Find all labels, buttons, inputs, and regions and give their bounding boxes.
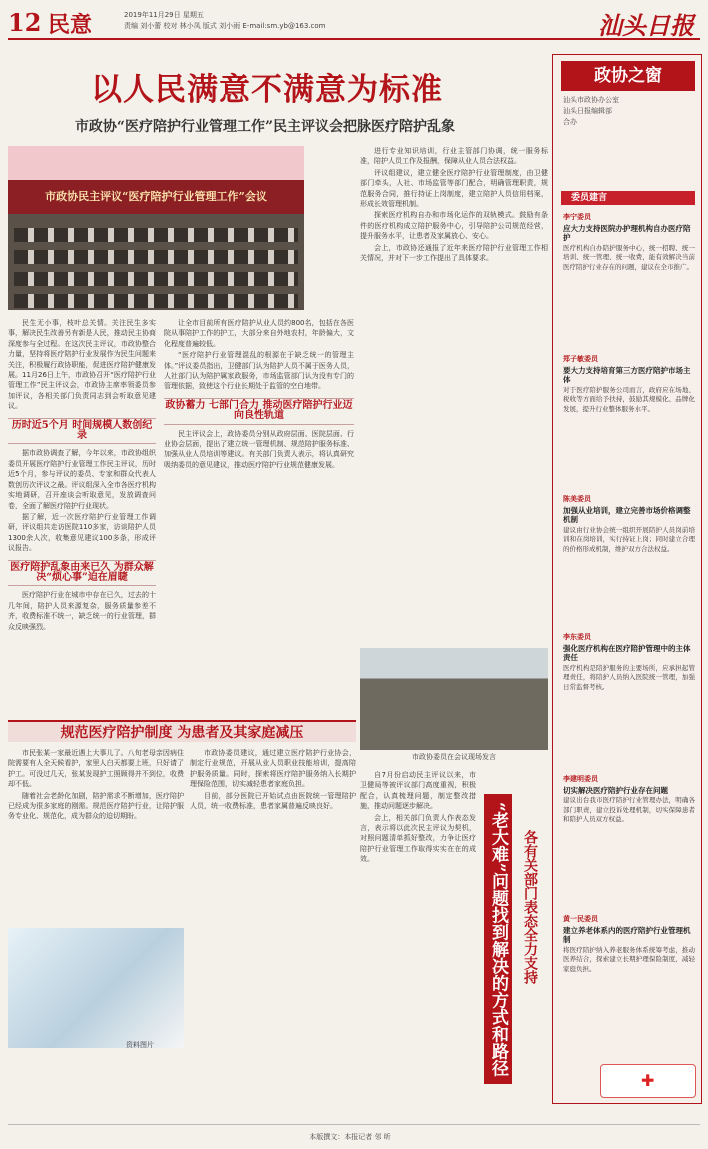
sidebar-organizers: [563, 95, 693, 128]
meeting-banner: 市政协民主评议“医疗陪护行业管理工作”会议: [45, 190, 267, 203]
article-column-3: [360, 146, 548, 264]
paragraph: 探索医疗机构自办和市场化运作的双轨模式。鼓励有条件的医疗机构成立陪护服务中心，引导陪护公司规范经营，提升服务水平，让患者及家属放心、安心。: [360, 211, 548, 241]
vertical-subtitle: 各有关部门表态全力支持: [522, 830, 538, 984]
organizer-2: 汕头日报编辑部: [563, 107, 612, 115]
sidebar-item: [563, 633, 695, 693]
proposal-body: 医疗机构自办陪护服务中心，统一招聘、统一培训、统一管理、统一收费，能有效解决当前医疗陪护行业存在的问题，建议在全市推广。: [563, 243, 695, 271]
newspaper-logo: 汕头日报: [598, 11, 694, 40]
paragraph: 医疗陪护行业在城市中存在已久，过去的十几年间，陪护人员来源复杂，服务质量参差不齐，收费标准不统一，缺乏统一的行业管理，群众反映强烈。: [8, 591, 156, 631]
sidebar-item: [563, 213, 695, 273]
lower-column-1: [8, 748, 184, 823]
proposal-title: 切实解决医疗陪护行业存在问题: [563, 785, 668, 795]
speaker-photo-caption: 市政协委员在会议现场发言: [412, 753, 496, 761]
paragraph: 会上，相关部门负责人作表态发言，表示将以此次民主评议为契机，对照问题清单抓好整改，力争让医疗陪护行业管理工作取得实实在在的成效。: [360, 813, 476, 864]
proposal-body: 建议由行业协会统一组织开展陪护人员岗前培训和在岗培训，实行持证上岗；同时建立合理的价格形成机制，维护双方合法权益。: [563, 525, 695, 553]
organizer-1: 汕头市政协办公室: [563, 96, 619, 104]
proposal-title: 应大力支持医院办护理机构自办医疗陪护: [563, 223, 691, 243]
article-column-4: [360, 770, 476, 866]
caregiver-photo-caption: 资料图片: [126, 1041, 154, 1049]
organizer-3: 合办: [563, 118, 577, 126]
proposal-body: 对于医疗陪护服务公司而言，政府应在场地、税收等方面给予扶持，鼓励其规模化、品牌化发展，提升行业整体服务水平。: [563, 385, 695, 413]
page-number: 12: [8, 8, 42, 37]
seat-row: [14, 228, 298, 242]
sidebar-item: [563, 775, 695, 825]
seat-row: [14, 250, 298, 264]
member-name: 郑子敏委员: [563, 355, 598, 363]
subhead-chaos: 医疗陪护乱象由来已久 为群众解决“烦心事”迫在眉睫: [8, 560, 156, 587]
sidebar-item: [563, 495, 695, 555]
lead-paragraph: 民生无小事，枝叶总关情。关注民生多实事，解决民生改善另有新是人民，推动民主协商深度参与全过程。在这次民主评议，市政协整合力量，坚持将医疗陪护行业发展作为民生问题来关注，积极履行政协职能，促进医疗陪护健康发展。11月26日上午，市政协召开“医疗陪护行业管理工作”民主评议会，市政协主席率领委员参加评议，各相关部门负责同志到会听取意见建议。: [8, 319, 156, 411]
ambulance-illustration: [600, 1064, 696, 1098]
paragraph: 进行专业知识培训，行业主管部门协调，统一服务标准，陪护人员工作及报酬，保障从业人员合法权益。: [360, 147, 548, 166]
caregiver-photo: [8, 928, 184, 1048]
article-column-1: [8, 318, 156, 633]
member-name: 黄一民委员: [563, 915, 598, 923]
paragraph: 市政协委员建议，通过建立医疗陪护行业协会，制定行业规范，开展从业人员职业技能培训，提高陪护服务质量。同时，探索将医疗陪护服务纳入长期护理保险范围，切实减轻患者家庭负担。: [190, 749, 356, 789]
paragraph: 市民张某一家最近遇上大事儿了。八旬老母亲因病住院需要有人全天候看护，家里人白天都要上班，只好请了护工。可没过几天，张某发现护工照顾得并不到位，收费却不低。: [8, 749, 184, 789]
article-column-2: [164, 318, 354, 471]
lower-column-2: [190, 748, 356, 812]
paragraph: 据市政协调查了解，今年以来，市政协组织委员开展医疗陪护行业管理工作民主评议，历时近5个月，参与评议的委员、专家和群众代表人数创历次评议之最。评议组深入全市各医疗机构实地调研，召开座谈会听取意见，发放调查问卷，全面了解医疗陪护行业现状。: [8, 449, 156, 510]
meeting-photo: [8, 146, 304, 310]
header-meta: [124, 10, 326, 32]
paragraph: 目前，部分医院已开始试点由医院统一管理陪护人员，统一收费标准，患者家属普遍反映良好。: [190, 791, 356, 811]
medical-cross-icon: ✚: [641, 1071, 655, 1090]
hero-subtitle: 市政协“医疗陪护行业管理工作”民主评议会把脉医疗陪护乱象: [74, 119, 456, 135]
cppcc-sidebar: [552, 54, 702, 1104]
paragraph: 会上，市政协还通报了近年来医疗陪护行业管理工作相关情况，并对下一步工作提出了具体要求。: [360, 243, 548, 263]
paragraph: 自7月份启动民主评议以来，市卫健局等被评议部门高度重视，积极配合，认真梳理问题，制定整改措施，推动问题逐步解决。: [360, 771, 476, 811]
proposal-body: 将医疗陪护纳入养老服务体系统筹考虑，推动医养结合，探索建立长期护理保险制度，减轻家庭负担。: [563, 945, 695, 973]
seat-row: [14, 294, 298, 308]
paragraph: 让全市目前所有医疗陪护从业人员约800名，包括在各医院从事陪护工作的护工，大部分来自外地农村，年龄偏大，文化程度普遍较低。: [164, 319, 354, 348]
paragraph: 随着社会老龄化加剧，陪护需求不断增加，医疗陪护已经成为很多家庭的刚需。规范医疗陪护行业，让陪护服务专业化、规范化，成为群众的迫切期盼。: [8, 791, 184, 821]
member-name: 陈美委员: [563, 495, 591, 503]
email: E-mail:sm.yb@163.com: [242, 22, 326, 30]
section-name: 民意: [48, 12, 93, 38]
speaker-photo: [360, 648, 548, 750]
lower-article-title: 规范医疗陪护制度 为患者及其家庭减压: [8, 720, 356, 742]
footer-divider: [8, 1124, 700, 1125]
proposal-body: 医疗机构是陪护服务的主要场所，应承担起管理责任，将陪护人员纳入医院统一管理，加强日常监督考核。: [563, 663, 695, 691]
paragraph: “医疗陪护行业管理混乱的根源在于缺乏统一的管理主体。”评议委员指出，卫健部门认为陪护人员不属于医务人员，人社部门认为陪护属家政服务，市场监管部门认为没有专门的管理依据，致使这个行业长期处于监管的空白地带。: [164, 351, 354, 391]
proposal-title: 加强从业培训，建立完善市场价格调整机制: [563, 505, 691, 525]
proposal-body: 建议出台我市医疗陪护行业管理办法，明确各部门职责，建立投诉处理机制，切实保障患者和陪护人员双方权益。: [563, 796, 695, 824]
member-name: 李建明委员: [563, 775, 598, 783]
paragraph: 据了解，近一次医疗陪护行业管理工作调研，评议组共走访医院110多家，访谈陪护人员1300余人次，收集意见建议100多条，形成评议报告。: [8, 512, 156, 553]
sidebar-section-stripe: 委员建言: [561, 191, 695, 205]
byline: 本版撰文：本报记者 邻 昕: [309, 1133, 391, 1141]
paragraph: 评议组建议，建立健全医疗陪护行业管理制度，由卫健部门牵头，人社、市场监管等部门配合，明确管理职责，规范服务合同，推行持证上岗制度，建立陪护人员信用档案，形成长效管理机制。: [360, 168, 548, 209]
vertical-title: “老大难”问题找到解决的方式和路径: [484, 794, 512, 1084]
sidebar-item: [563, 355, 695, 415]
subhead-joint-effort: 政协蓄力 七部门合力 推动医疗陪护行业迈向良性轨道: [164, 398, 354, 425]
member-name: 李东委员: [563, 633, 591, 641]
page-header: [8, 6, 700, 40]
editor-credits: [124, 21, 326, 32]
proposal-title: 建立养老体系内的医疗陪护行业管理机制: [563, 925, 691, 945]
vertical-banner: [480, 790, 550, 1090]
editors: 责编 刘小蕾 校对 林小凤 版式 刘小雨: [124, 22, 241, 30]
issue-date: 2019年11月29日 星期五: [124, 11, 204, 19]
paragraph: 民主评议会上，政协委员分别从政府层面、医院层面、行业协会层面，提出了建立统一管理机制、规范陪护服务标准、加强从业人员培训等建议。有关部门负责人表示，将认真研究吸纳委员的意见建议，推动医疗陪护行业规范健康发展。: [164, 429, 354, 469]
member-name: 李宁委员: [563, 213, 591, 221]
hero-title: 以人民满意不满意为标准: [91, 72, 443, 108]
proposal-title: 强化医疗机构在医疗陪护管理中的主体责任: [563, 643, 691, 663]
sidebar-title: 政协之窗: [561, 61, 695, 91]
sidebar-item: [563, 915, 695, 975]
proposal-title: 要大力支持培育第三方医疗陪护市场主体: [563, 365, 691, 385]
subhead-timeline: 历时近5个月 时间规模人数创纪录: [8, 418, 156, 445]
seat-row: [14, 272, 298, 286]
